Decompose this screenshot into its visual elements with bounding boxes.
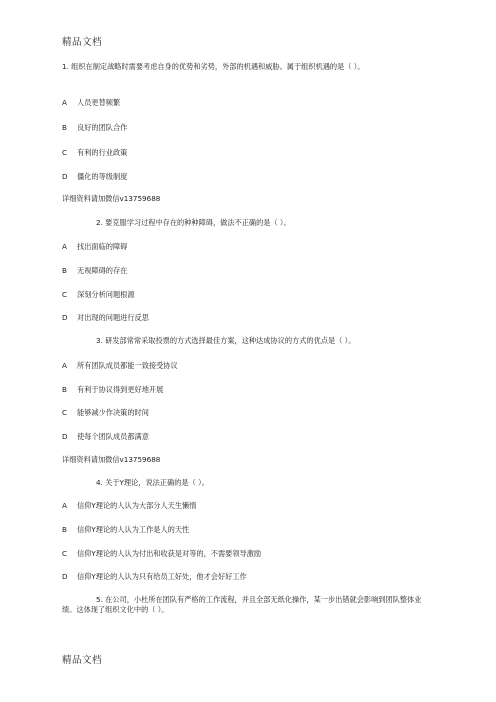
option-text: 找出面临的障碍 xyxy=(77,242,128,251)
option-text: 有利的行业政策 xyxy=(77,148,128,157)
option-letter: B xyxy=(62,266,67,275)
option-text: 良好的团队合作 xyxy=(77,123,128,132)
option-letter: B xyxy=(62,385,67,394)
option-text: 人员更替频繁 xyxy=(77,98,121,107)
q4-option-b xyxy=(62,525,189,535)
question-3-stem: 3. 研发部常常采取投票的方式选择最佳方案，这种达成协议的方式的优点是（ ）。 xyxy=(96,336,356,345)
contact-note-1: 详细资料请加微信v13759688 xyxy=(62,194,161,203)
option-text: 使每个团队成员都满意 xyxy=(77,432,149,441)
option-letter: A xyxy=(62,242,67,251)
q4-option-c xyxy=(62,549,261,559)
option-letter: C xyxy=(62,290,68,299)
option-letter: A xyxy=(62,98,67,107)
question-1-stem: 1. 组织在制定战略时需要考虑自身的优势和劣势，外部的机遇和威胁。属于组织机遇的是（ ）。 xyxy=(62,62,365,71)
q3-option-a xyxy=(62,361,178,371)
option-letter: B xyxy=(62,525,67,534)
q2-option-a xyxy=(62,242,127,252)
option-text: 所有团队成员都能一致接受协议 xyxy=(77,361,178,370)
q1-option-d xyxy=(62,172,127,182)
option-text: 僵化的等级制度 xyxy=(77,172,128,181)
option-text: 能够减少作决策的时间 xyxy=(77,408,149,417)
q2-option-d xyxy=(62,313,149,323)
q3-option-b xyxy=(62,385,163,395)
q4-option-d xyxy=(62,572,247,582)
option-letter: C xyxy=(62,408,68,417)
q3-option-c xyxy=(62,408,149,418)
question-2-stem: 2. 要克服学习过程中存在的种种障碍，做法不正确的是（ ）。 xyxy=(96,218,291,227)
option-letter: C xyxy=(62,148,68,157)
option-text: 信仰Y理论的人认为大部分人天生懒惰 xyxy=(77,501,197,510)
option-letter: A xyxy=(62,361,67,370)
option-text: 对出现的问题进行反思 xyxy=(77,313,149,322)
option-letter: D xyxy=(62,572,68,581)
option-text: 信仰Y理论的人认为只有给员工好处，他才会好好工作 xyxy=(77,572,247,581)
option-letter: D xyxy=(62,313,68,322)
option-text: 有利于协议得到更好地开展 xyxy=(77,385,164,394)
option-text: 信仰Y理论的人认为付出和收获是对等的，不需要领导激励 xyxy=(77,549,262,558)
option-letter: D xyxy=(62,432,68,441)
option-letter: C xyxy=(62,549,68,558)
q3-option-d xyxy=(62,432,149,442)
q1-option-b xyxy=(62,123,127,133)
option-text: 无视障碍的存在 xyxy=(77,266,128,275)
q1-option-a xyxy=(62,98,120,108)
option-text: 深刻分析问题根源 xyxy=(77,290,135,299)
q2-option-c xyxy=(62,290,135,300)
q4-option-a xyxy=(62,501,196,511)
option-text: 信仰Y理论的人认为工作是人的天性 xyxy=(77,525,190,534)
page-header: 精品文档 xyxy=(62,37,103,48)
question-4-stem: 4. 关于Y理论，说法正确的是（ ）。 xyxy=(96,478,209,487)
contact-note-2: 详细资料请加微信v13759688 xyxy=(62,455,161,464)
option-letter: B xyxy=(62,123,67,132)
option-letter: A xyxy=(62,501,67,510)
q2-option-b xyxy=(62,266,127,276)
option-letter: D xyxy=(62,172,68,181)
page-footer: 精品文档 xyxy=(62,655,103,666)
q1-option-c xyxy=(62,148,127,158)
question-5-stem: 5. 在公司，小杜所在团队有严格的工作流程，并且全部无纸化操作，某一步出错就会影响到团队整体业绩。这体现了组织文化中的（ ）。 xyxy=(62,595,422,614)
